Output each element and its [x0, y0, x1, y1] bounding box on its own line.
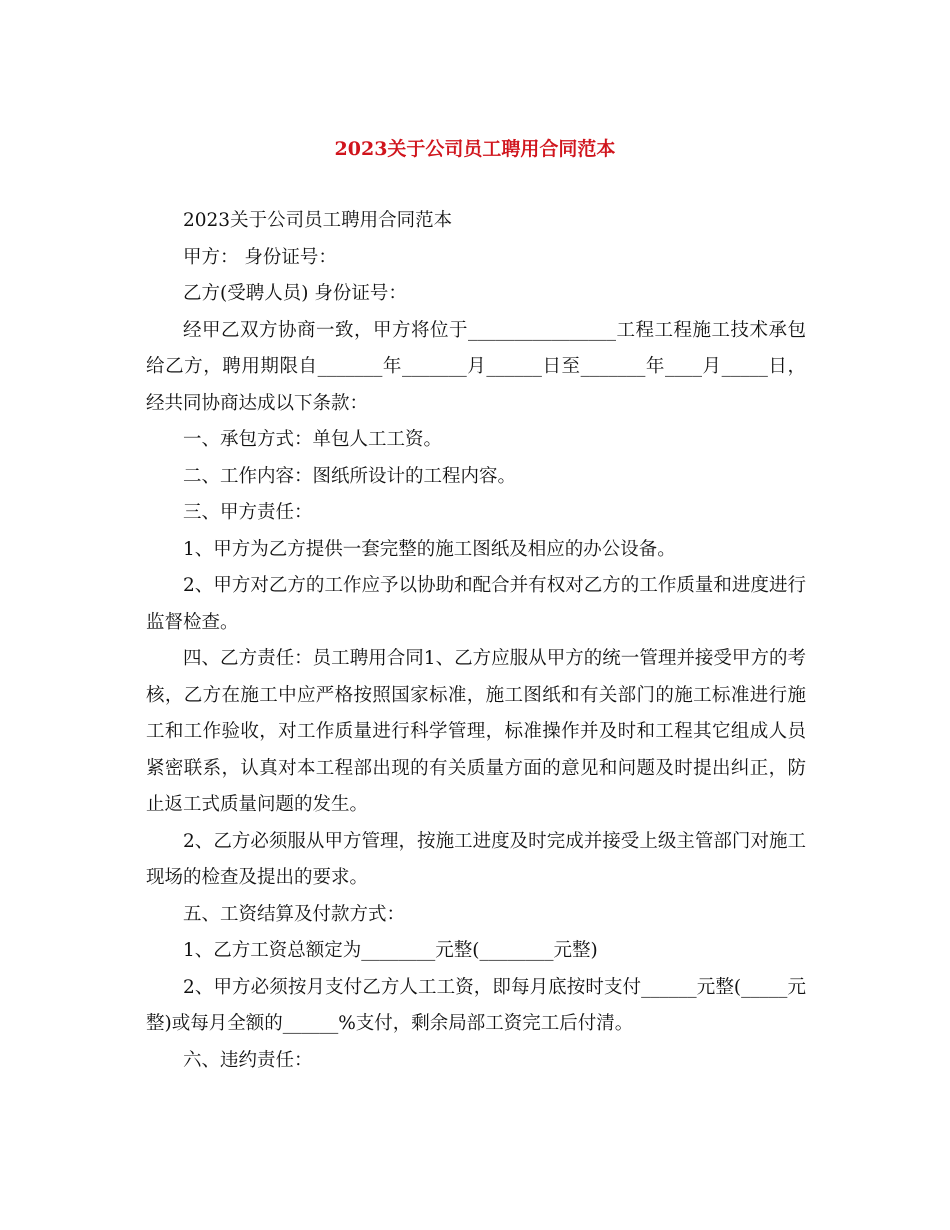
paragraph-party-a-duties-heading: 三、甲方责任：	[183, 502, 313, 523]
paragraph-contract-method: 一、承包方式：单包人工工资。	[183, 429, 443, 450]
paragraph-agreement-intro: 经甲乙双方协商一致，甲方将位于________________工程工程施工技术承包给乙方，聘用期限自_______年_______月______日至_______年____月_____日，经共同协商达成以下条款：	[146, 319, 806, 414]
paragraph-breach-heading: 六、违约责任：	[183, 1049, 313, 1071]
paragraph-party-b-duties: 四、乙方责任：员工聘用合同1、乙方应服从甲方的统一管理并接受甲方的考核，乙方在施工中应严格按照国家标准，施工图纸和有关部门的施工标准进行施工和工作验收，对工作质量进行科学管理，标准操作并及时和工程其它组成人员紧密联系，认真对本工程部出现的有关质量方面的意见和问题及时提出纠正，防止返工式质量问题的发生。	[146, 648, 806, 815]
paragraph-payment-heading: 五、工资结算及付款方式：	[183, 903, 406, 925]
paragraph-party-a-duty-1: 1、甲方为乙方提供一套完整的施工图纸及相应的办公设备。	[183, 538, 676, 560]
paragraph-payment-1: 1、乙方工资总额定为________元整(________元整)	[183, 940, 598, 961]
paragraph-party-b: 乙方(受聘人员) 身份证号：	[183, 283, 407, 304]
paragraph-party-a-duty-2: 2、甲方对乙方的工作应予以协助和配合并有权对乙方的工作质量和进度进行监督检查。	[146, 575, 806, 633]
paragraph-party-a: 甲方： 身份证号：	[183, 246, 337, 268]
paragraph-work-content: 二、工作内容：图纸所设计的工程内容。	[183, 465, 517, 487]
paragraph-heading-repeat: 2023关于公司员工聘用合同范本	[183, 210, 453, 231]
document-body	[146, 203, 806, 1079]
paragraph-payment-2: 2、甲方必须按月支付乙方人工工资，即每月底按时支付______元整(_____元整)或每月全额的______%支付，剩余局部工资完工后付清。	[146, 976, 806, 1034]
document-title: 2023关于公司员工聘用合同范本	[334, 138, 616, 160]
paragraph-party-b-duty-2: 2、乙方必须服从甲方管理，按施工进度及时完成并接受上级主管部门对施工现场的检查及提出的要求。	[146, 830, 806, 888]
